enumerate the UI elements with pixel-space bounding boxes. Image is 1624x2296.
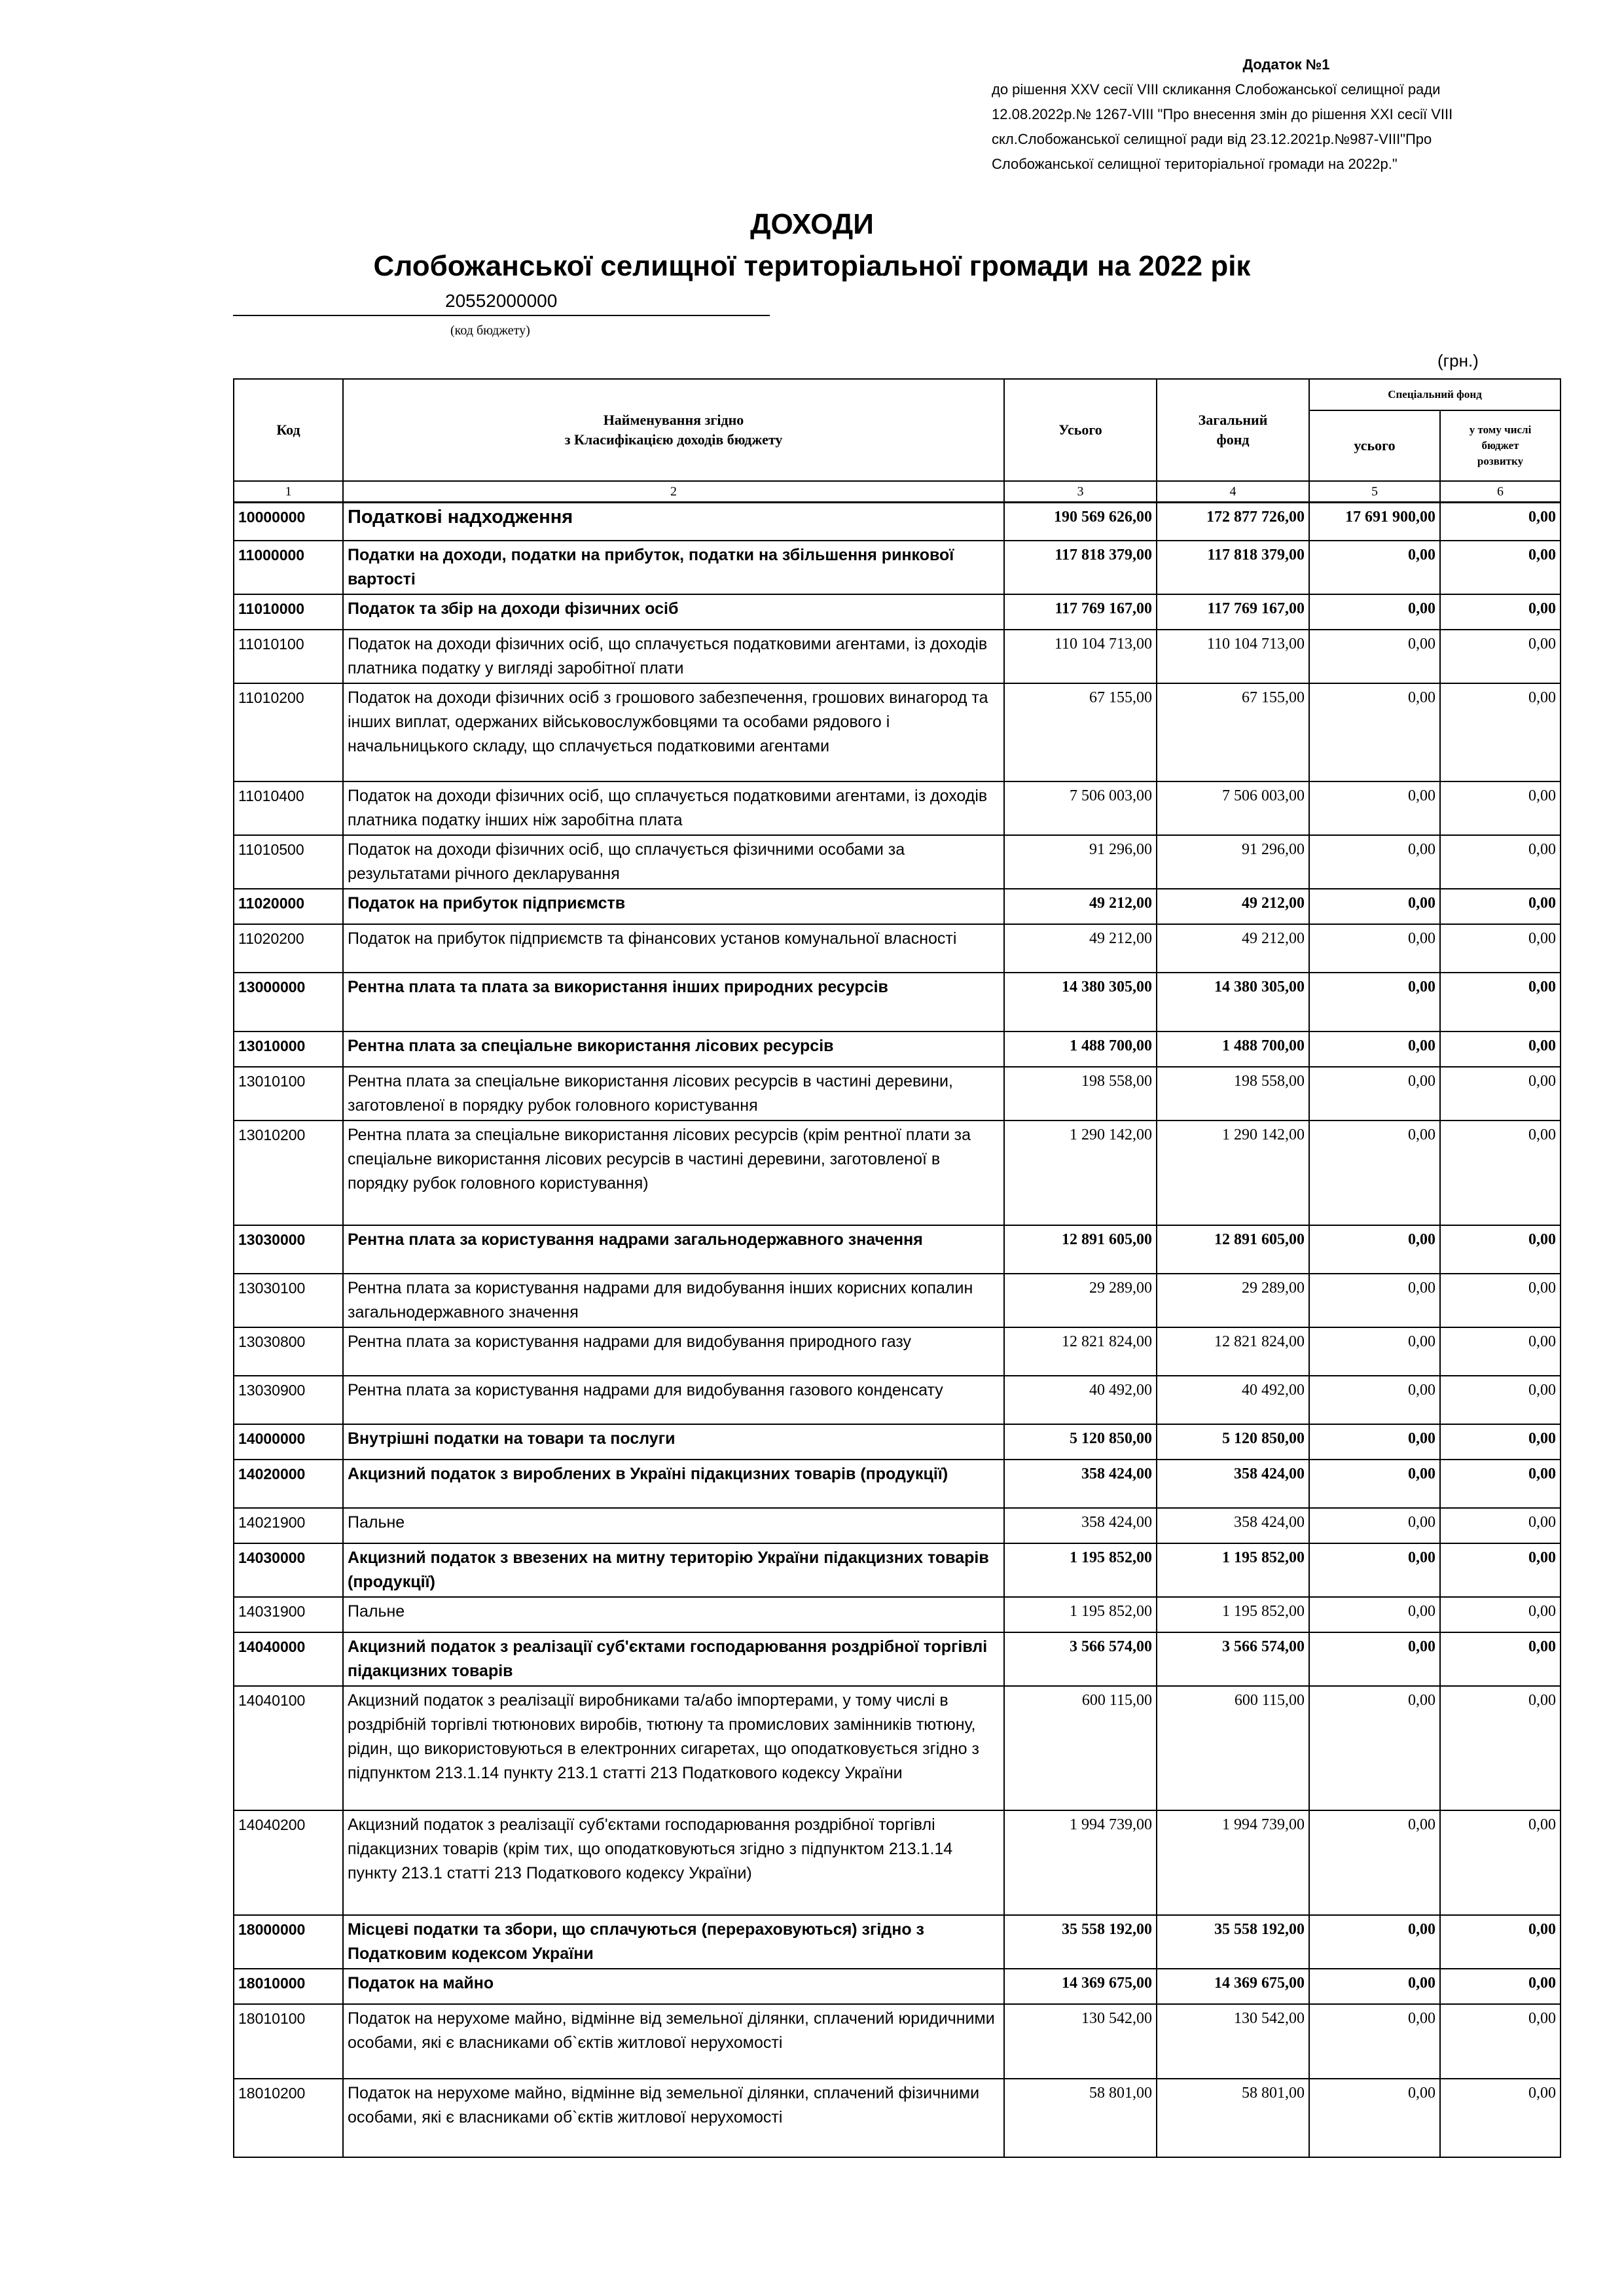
cell-dev: 0,00 bbox=[1440, 1632, 1561, 1686]
cell-dev: 0,00 bbox=[1440, 973, 1561, 1031]
cell-general: 1 195 852,00 bbox=[1157, 1597, 1309, 1632]
table-row bbox=[234, 973, 1561, 1031]
cell-name: Податок на прибуток підприємств bbox=[343, 889, 1004, 924]
cell-dev: 0,00 bbox=[1440, 630, 1561, 683]
currency-unit: (грн.) bbox=[1437, 351, 1479, 370]
cell-special: 0,00 bbox=[1309, 1327, 1440, 1376]
header-dev-line3: розвитку bbox=[1477, 455, 1524, 467]
cell-code: 11010200 bbox=[234, 683, 343, 781]
cell-dev: 0,00 bbox=[1440, 1686, 1561, 1810]
cell-general: 49 212,00 bbox=[1157, 889, 1309, 924]
cell-total: 110 104 713,00 bbox=[1004, 630, 1157, 683]
annex-line: Слобожанської селищної територіальної громади на 2022р." bbox=[992, 156, 1398, 172]
cell-total: 91 296,00 bbox=[1004, 835, 1157, 889]
cell-name: Податок на доходи фізичних осіб з грошового забезпечення, грошових винагород та інших виплат, одержаних військовослужбовцями та особами рядового і начальницького складу, що сплачується податковими агентами bbox=[343, 683, 1004, 781]
cell-code: 13030900 bbox=[234, 1376, 343, 1424]
cell-dev: 0,00 bbox=[1440, 2079, 1561, 2157]
table-row bbox=[234, 1121, 1561, 1225]
cell-total: 198 558,00 bbox=[1004, 1067, 1157, 1121]
cell-name: Акцизний податок з реалізації виробниками та/або імпортерами, у тому числі в роздрібній торгівлі тютюнових виробів, тютюну та промислових замінників тютюну, рідин, що використовуються в електронних сигаретах, що оподатковується згідно з підпунктом 213.1.14 пункту 213.1 статті 213 Податкового кодексу України bbox=[343, 1686, 1004, 1810]
cell-special: 0,00 bbox=[1309, 781, 1440, 835]
column-number: 1 bbox=[234, 481, 343, 503]
cell-name: Податок на доходи фізичних осіб, що сплачується податковими агентами, із доходів платника податку у вигляді заробітної плати bbox=[343, 630, 1004, 683]
cell-special: 0,00 bbox=[1309, 541, 1440, 594]
cell-name: Рентна плата за спеціальне використання лісових ресурсів bbox=[343, 1031, 1004, 1067]
table-row bbox=[234, 1508, 1561, 1543]
table-header bbox=[234, 379, 1561, 503]
cell-name: Пальне bbox=[343, 1597, 1004, 1632]
cell-code: 11010000 bbox=[234, 594, 343, 630]
cell-special: 0,00 bbox=[1309, 1067, 1440, 1121]
header-total: Усього bbox=[1004, 379, 1157, 481]
header-dev-line2: бюджет bbox=[1481, 439, 1519, 452]
table-row bbox=[234, 1969, 1561, 2004]
cell-code: 13010100 bbox=[234, 1067, 343, 1121]
cell-total: 117 818 379,00 bbox=[1004, 541, 1157, 594]
cell-general: 7 506 003,00 bbox=[1157, 781, 1309, 835]
cell-general: 358 424,00 bbox=[1157, 1508, 1309, 1543]
cell-dev: 0,00 bbox=[1440, 1327, 1561, 1376]
table-row bbox=[234, 503, 1561, 541]
cell-code: 11010100 bbox=[234, 630, 343, 683]
cell-code: 14000000 bbox=[234, 1424, 343, 1460]
cell-general: 14 380 305,00 bbox=[1157, 973, 1309, 1031]
header-dev-line1: у тому числі bbox=[1469, 423, 1532, 436]
cell-special: 0,00 bbox=[1309, 683, 1440, 781]
header-name-line1: Найменування згідно bbox=[603, 412, 744, 428]
cell-dev: 0,00 bbox=[1440, 1274, 1561, 1327]
cell-total: 1 290 142,00 bbox=[1004, 1121, 1157, 1225]
cell-total: 35 558 192,00 bbox=[1004, 1915, 1157, 1969]
cell-dev: 0,00 bbox=[1440, 1543, 1561, 1597]
header-name bbox=[343, 379, 1004, 481]
cell-code: 14020000 bbox=[234, 1460, 343, 1508]
cell-dev: 0,00 bbox=[1440, 541, 1561, 594]
cell-code: 11010500 bbox=[234, 835, 343, 889]
column-number: 6 bbox=[1440, 481, 1561, 503]
cell-general: 14 369 675,00 bbox=[1157, 1969, 1309, 2004]
cell-dev: 0,00 bbox=[1440, 1915, 1561, 1969]
cell-general: 35 558 192,00 bbox=[1157, 1915, 1309, 1969]
cell-total: 1 195 852,00 bbox=[1004, 1543, 1157, 1597]
cell-dev: 0,00 bbox=[1440, 1597, 1561, 1632]
cell-special: 0,00 bbox=[1309, 973, 1440, 1031]
cell-name: Податок на нерухоме майно, відмінне від земельної ділянки, сплачений юридичними особами, які є власниками об`єктів житлової нерухомості bbox=[343, 2004, 1004, 2079]
table-row bbox=[234, 541, 1561, 594]
cell-total: 190 569 626,00 bbox=[1004, 503, 1157, 541]
cell-special: 0,00 bbox=[1309, 1274, 1440, 1327]
cell-name: Акцизний податок з вироблених в Україні підакцизних товарів (продукції) bbox=[343, 1460, 1004, 1508]
cell-special: 0,00 bbox=[1309, 594, 1440, 630]
table-row bbox=[234, 835, 1561, 889]
cell-name: Податок на майно bbox=[343, 1969, 1004, 2004]
cell-special: 0,00 bbox=[1309, 1810, 1440, 1915]
cell-name: Податок на доходи фізичних осіб, що сплачується фізичними особами за результатами річного декларування bbox=[343, 835, 1004, 889]
table-row bbox=[234, 1915, 1561, 1969]
table-row bbox=[234, 1274, 1561, 1327]
column-number: 3 bbox=[1004, 481, 1157, 503]
cell-code: 13030100 bbox=[234, 1274, 343, 1327]
annex-line: 12.08.2022р.№ 1267-VIII "Про внесення змін до рішення XXI сесії VIII bbox=[992, 106, 1453, 122]
cell-special: 0,00 bbox=[1309, 630, 1440, 683]
cell-name: Рентна плата за користування надрами для видобування інших корисних копалин загальнодержавного значення bbox=[343, 1274, 1004, 1327]
cell-name: Рентна плата за спеціальне використання лісових ресурсів (крім рентної плати за спеціальне використання лісових ресурсів в частині деревини, заготовленої в порядку рубок головного користування) bbox=[343, 1121, 1004, 1225]
header-name-line2: з Класифікацією доходів бюджету bbox=[564, 431, 783, 448]
cell-general: 117 769 167,00 bbox=[1157, 594, 1309, 630]
cell-name: Акцизний податок з реалізації суб'єктами господарювання роздрібної торгівлі підакцизних товарів bbox=[343, 1632, 1004, 1686]
annex-line: скл.Слобожанської селищної ради від 23.12.2021р.№987-VIII"Про bbox=[992, 131, 1432, 147]
cell-dev: 0,00 bbox=[1440, 1031, 1561, 1067]
cell-dev: 0,00 bbox=[1440, 1810, 1561, 1915]
table-row bbox=[234, 1632, 1561, 1686]
cell-name: Податки на доходи, податки на прибуток, податки на збільшення ринкової вартості bbox=[343, 541, 1004, 594]
cell-code: 14031900 bbox=[234, 1597, 343, 1632]
cell-dev: 0,00 bbox=[1440, 924, 1561, 973]
table-row bbox=[234, 1067, 1561, 1121]
cell-name: Рентна плата за користування надрами загальнодержавного значення bbox=[343, 1225, 1004, 1274]
cell-total: 358 424,00 bbox=[1004, 1460, 1157, 1508]
cell-special: 0,00 bbox=[1309, 2004, 1440, 2079]
table-row bbox=[234, 1031, 1561, 1067]
cell-special: 0,00 bbox=[1309, 1031, 1440, 1067]
cell-code: 13000000 bbox=[234, 973, 343, 1031]
cell-code: 14040200 bbox=[234, 1810, 343, 1915]
cell-special: 0,00 bbox=[1309, 1508, 1440, 1543]
cell-code: 14040000 bbox=[234, 1632, 343, 1686]
table-body bbox=[234, 503, 1561, 2157]
cell-general: 3 566 574,00 bbox=[1157, 1632, 1309, 1686]
table-row bbox=[234, 1686, 1561, 1810]
column-number: 5 bbox=[1309, 481, 1440, 503]
table-row bbox=[234, 594, 1561, 630]
cell-special: 0,00 bbox=[1309, 889, 1440, 924]
cell-general: 5 120 850,00 bbox=[1157, 1424, 1309, 1460]
cell-general: 29 289,00 bbox=[1157, 1274, 1309, 1327]
cell-special: 0,00 bbox=[1309, 1460, 1440, 1508]
cell-name: Рентна плата та плата за використання інших природних ресурсів bbox=[343, 973, 1004, 1031]
cell-general: 91 296,00 bbox=[1157, 835, 1309, 889]
cell-special: 0,00 bbox=[1309, 835, 1440, 889]
cell-general: 198 558,00 bbox=[1157, 1067, 1309, 1121]
cell-general: 358 424,00 bbox=[1157, 1460, 1309, 1508]
page-subtitle: Слобожанської селищної територіальної громади на 2022 рік bbox=[373, 250, 1251, 282]
cell-dev: 0,00 bbox=[1440, 1424, 1561, 1460]
cell-code: 13030000 bbox=[234, 1225, 343, 1274]
cell-code: 11020000 bbox=[234, 889, 343, 924]
cell-special: 0,00 bbox=[1309, 1915, 1440, 1969]
table-row bbox=[234, 1376, 1561, 1424]
header-general-fund bbox=[1157, 379, 1309, 481]
table-row bbox=[234, 1810, 1561, 1915]
cell-general: 12 891 605,00 bbox=[1157, 1225, 1309, 1274]
cell-special: 0,00 bbox=[1309, 2079, 1440, 2157]
annex-block bbox=[992, 52, 1555, 177]
cell-code: 13030800 bbox=[234, 1327, 343, 1376]
header-general-line1: Загальний bbox=[1198, 412, 1268, 428]
table-row bbox=[234, 1543, 1561, 1597]
cell-general: 117 818 379,00 bbox=[1157, 541, 1309, 594]
cell-dev: 0,00 bbox=[1440, 1969, 1561, 2004]
cell-special: 0,00 bbox=[1309, 1597, 1440, 1632]
cell-dev: 0,00 bbox=[1440, 1376, 1561, 1424]
cell-total: 58 801,00 bbox=[1004, 2079, 1157, 2157]
cell-name: Податок та збір на доходи фізичних осіб bbox=[343, 594, 1004, 630]
cell-code: 13010200 bbox=[234, 1121, 343, 1225]
cell-total: 5 120 850,00 bbox=[1004, 1424, 1157, 1460]
cell-total: 117 769 167,00 bbox=[1004, 594, 1157, 630]
table-row bbox=[234, 889, 1561, 924]
cell-special: 0,00 bbox=[1309, 1376, 1440, 1424]
cell-special: 0,00 bbox=[1309, 1543, 1440, 1597]
cell-general: 130 542,00 bbox=[1157, 2004, 1309, 2079]
table-row bbox=[234, 1460, 1561, 1508]
cell-general: 1 290 142,00 bbox=[1157, 1121, 1309, 1225]
cell-code: 11010400 bbox=[234, 781, 343, 835]
cell-total: 14 380 305,00 bbox=[1004, 973, 1157, 1031]
cell-special: 0,00 bbox=[1309, 1686, 1440, 1810]
revenue-table bbox=[233, 378, 1561, 2158]
cell-dev: 0,00 bbox=[1440, 1460, 1561, 1508]
cell-special: 0,00 bbox=[1309, 1225, 1440, 1274]
table-row bbox=[234, 630, 1561, 683]
cell-general: 40 492,00 bbox=[1157, 1376, 1309, 1424]
cell-code: 14021900 bbox=[234, 1508, 343, 1543]
cell-general: 1 195 852,00 bbox=[1157, 1543, 1309, 1597]
cell-code: 14040100 bbox=[234, 1686, 343, 1810]
cell-special: 0,00 bbox=[1309, 1424, 1440, 1460]
table-row bbox=[234, 924, 1561, 973]
table-row bbox=[234, 2004, 1561, 2079]
page-title: ДОХОДИ bbox=[750, 208, 874, 240]
cell-total: 12 821 824,00 bbox=[1004, 1327, 1157, 1376]
cell-total: 600 115,00 bbox=[1004, 1686, 1157, 1810]
cell-total: 49 212,00 bbox=[1004, 924, 1157, 973]
budget-code: 20552000000 bbox=[445, 291, 558, 311]
table-row bbox=[234, 1327, 1561, 1376]
cell-general: 58 801,00 bbox=[1157, 2079, 1309, 2157]
cell-general: 12 821 824,00 bbox=[1157, 1327, 1309, 1376]
table-row bbox=[234, 1424, 1561, 1460]
cell-dev: 0,00 bbox=[1440, 889, 1561, 924]
table-row bbox=[234, 1597, 1561, 1632]
cell-general: 67 155,00 bbox=[1157, 683, 1309, 781]
cell-special: 0,00 bbox=[1309, 1121, 1440, 1225]
header-special-fund: Спеціальний фонд bbox=[1309, 379, 1561, 410]
header-code: Код bbox=[234, 379, 343, 481]
table-row bbox=[234, 683, 1561, 781]
cell-dev: 0,00 bbox=[1440, 1508, 1561, 1543]
budget-code-underline bbox=[233, 315, 770, 316]
cell-total: 67 155,00 bbox=[1004, 683, 1157, 781]
cell-code: 18000000 bbox=[234, 1915, 343, 1969]
table-row bbox=[234, 1225, 1561, 1274]
cell-code: 18010000 bbox=[234, 1969, 343, 2004]
cell-total: 7 506 003,00 bbox=[1004, 781, 1157, 835]
cell-name: Податок на доходи фізичних осіб, що сплачується податковими агентами, із доходів платника податку інших ніж заробітна плата bbox=[343, 781, 1004, 835]
cell-name: Податок на нерухоме майно, відмінне від земельної ділянки, сплачений фізичними особами, які є власниками об`єктів житлової нерухомості bbox=[343, 2079, 1004, 2157]
cell-name: Внутрішні податки на товари та послуги bbox=[343, 1424, 1004, 1460]
cell-total: 3 566 574,00 bbox=[1004, 1632, 1157, 1686]
cell-total: 49 212,00 bbox=[1004, 889, 1157, 924]
cell-name: Рентна плата за користування надрами для видобування природного газу bbox=[343, 1327, 1004, 1376]
cell-dev: 0,00 bbox=[1440, 2004, 1561, 2079]
cell-name: Акцизний податок з ввезених на митну територію України підакцизних товарів (продукції) bbox=[343, 1543, 1004, 1597]
header-development-budget bbox=[1440, 410, 1561, 481]
cell-name: Місцеві податки та збори, що сплачуються (перераховуються) згідно з Податковим кодексом України bbox=[343, 1915, 1004, 1969]
cell-code: 13010000 bbox=[234, 1031, 343, 1067]
cell-special: 17 691 900,00 bbox=[1309, 503, 1440, 541]
header-general-line2: фонд bbox=[1216, 431, 1250, 448]
cell-total: 12 891 605,00 bbox=[1004, 1225, 1157, 1274]
cell-general: 1 488 700,00 bbox=[1157, 1031, 1309, 1067]
header-special-total: усього bbox=[1309, 410, 1440, 481]
cell-special: 0,00 bbox=[1309, 924, 1440, 973]
budget-code-caption: (код бюджету) bbox=[450, 323, 530, 338]
table-row bbox=[234, 2079, 1561, 2157]
cell-dev: 0,00 bbox=[1440, 683, 1561, 781]
cell-name: Пальне bbox=[343, 1508, 1004, 1543]
cell-code: 11000000 bbox=[234, 541, 343, 594]
column-number: 2 bbox=[343, 481, 1004, 503]
cell-dev: 0,00 bbox=[1440, 1225, 1561, 1274]
cell-code: 11020200 bbox=[234, 924, 343, 973]
cell-special: 0,00 bbox=[1309, 1969, 1440, 2004]
cell-total: 1 195 852,00 bbox=[1004, 1597, 1157, 1632]
cell-dev: 0,00 bbox=[1440, 1067, 1561, 1121]
cell-name: Рентна плата за спеціальне використання лісових ресурсів в частині деревини, заготовленої в порядку рубок головного користування bbox=[343, 1067, 1004, 1121]
annex-title: Додаток №1 bbox=[1242, 56, 1330, 73]
cell-total: 40 492,00 bbox=[1004, 1376, 1157, 1424]
cell-total: 1 994 739,00 bbox=[1004, 1810, 1157, 1915]
column-number: 4 bbox=[1157, 481, 1309, 503]
cell-general: 1 994 739,00 bbox=[1157, 1810, 1309, 1915]
cell-dev: 0,00 bbox=[1440, 781, 1561, 835]
cell-name: Податкові надходження bbox=[343, 503, 1004, 541]
cell-total: 29 289,00 bbox=[1004, 1274, 1157, 1327]
cell-name: Рентна плата за користування надрами для видобування газового конденсату bbox=[343, 1376, 1004, 1424]
cell-name: Акцизний податок з реалізації суб'єктами господарювання роздрібної торгівлі підакцизних товарів (крім тих, що оподатковуються згідно з підпунктом 213.1.14 пункту 213.1 статті 213 Податкового кодексу України) bbox=[343, 1810, 1004, 1915]
cell-total: 1 488 700,00 bbox=[1004, 1031, 1157, 1067]
cell-code: 18010100 bbox=[234, 2004, 343, 2079]
cell-dev: 0,00 bbox=[1440, 1121, 1561, 1225]
cell-general: 600 115,00 bbox=[1157, 1686, 1309, 1810]
cell-total: 358 424,00 bbox=[1004, 1508, 1157, 1543]
cell-special: 0,00 bbox=[1309, 1632, 1440, 1686]
cell-dev: 0,00 bbox=[1440, 594, 1561, 630]
column-numbers-row bbox=[234, 481, 1561, 503]
cell-dev: 0,00 bbox=[1440, 835, 1561, 889]
cell-code: 14030000 bbox=[234, 1543, 343, 1597]
cell-total: 14 369 675,00 bbox=[1004, 1969, 1157, 2004]
cell-total: 130 542,00 bbox=[1004, 2004, 1157, 2079]
cell-general: 172 877 726,00 bbox=[1157, 503, 1309, 541]
cell-general: 49 212,00 bbox=[1157, 924, 1309, 973]
cell-general: 110 104 713,00 bbox=[1157, 630, 1309, 683]
annex-line: до рішення XXV сесії VIII скликання Слобожанської селищної ради bbox=[992, 81, 1441, 98]
table-row bbox=[234, 781, 1561, 835]
cell-name: Податок на прибуток підприємств та фінансових установ комунальної власності bbox=[343, 924, 1004, 973]
cell-code: 18010200 bbox=[234, 2079, 343, 2157]
cell-dev: 0,00 bbox=[1440, 503, 1561, 541]
cell-code: 10000000 bbox=[234, 503, 343, 541]
